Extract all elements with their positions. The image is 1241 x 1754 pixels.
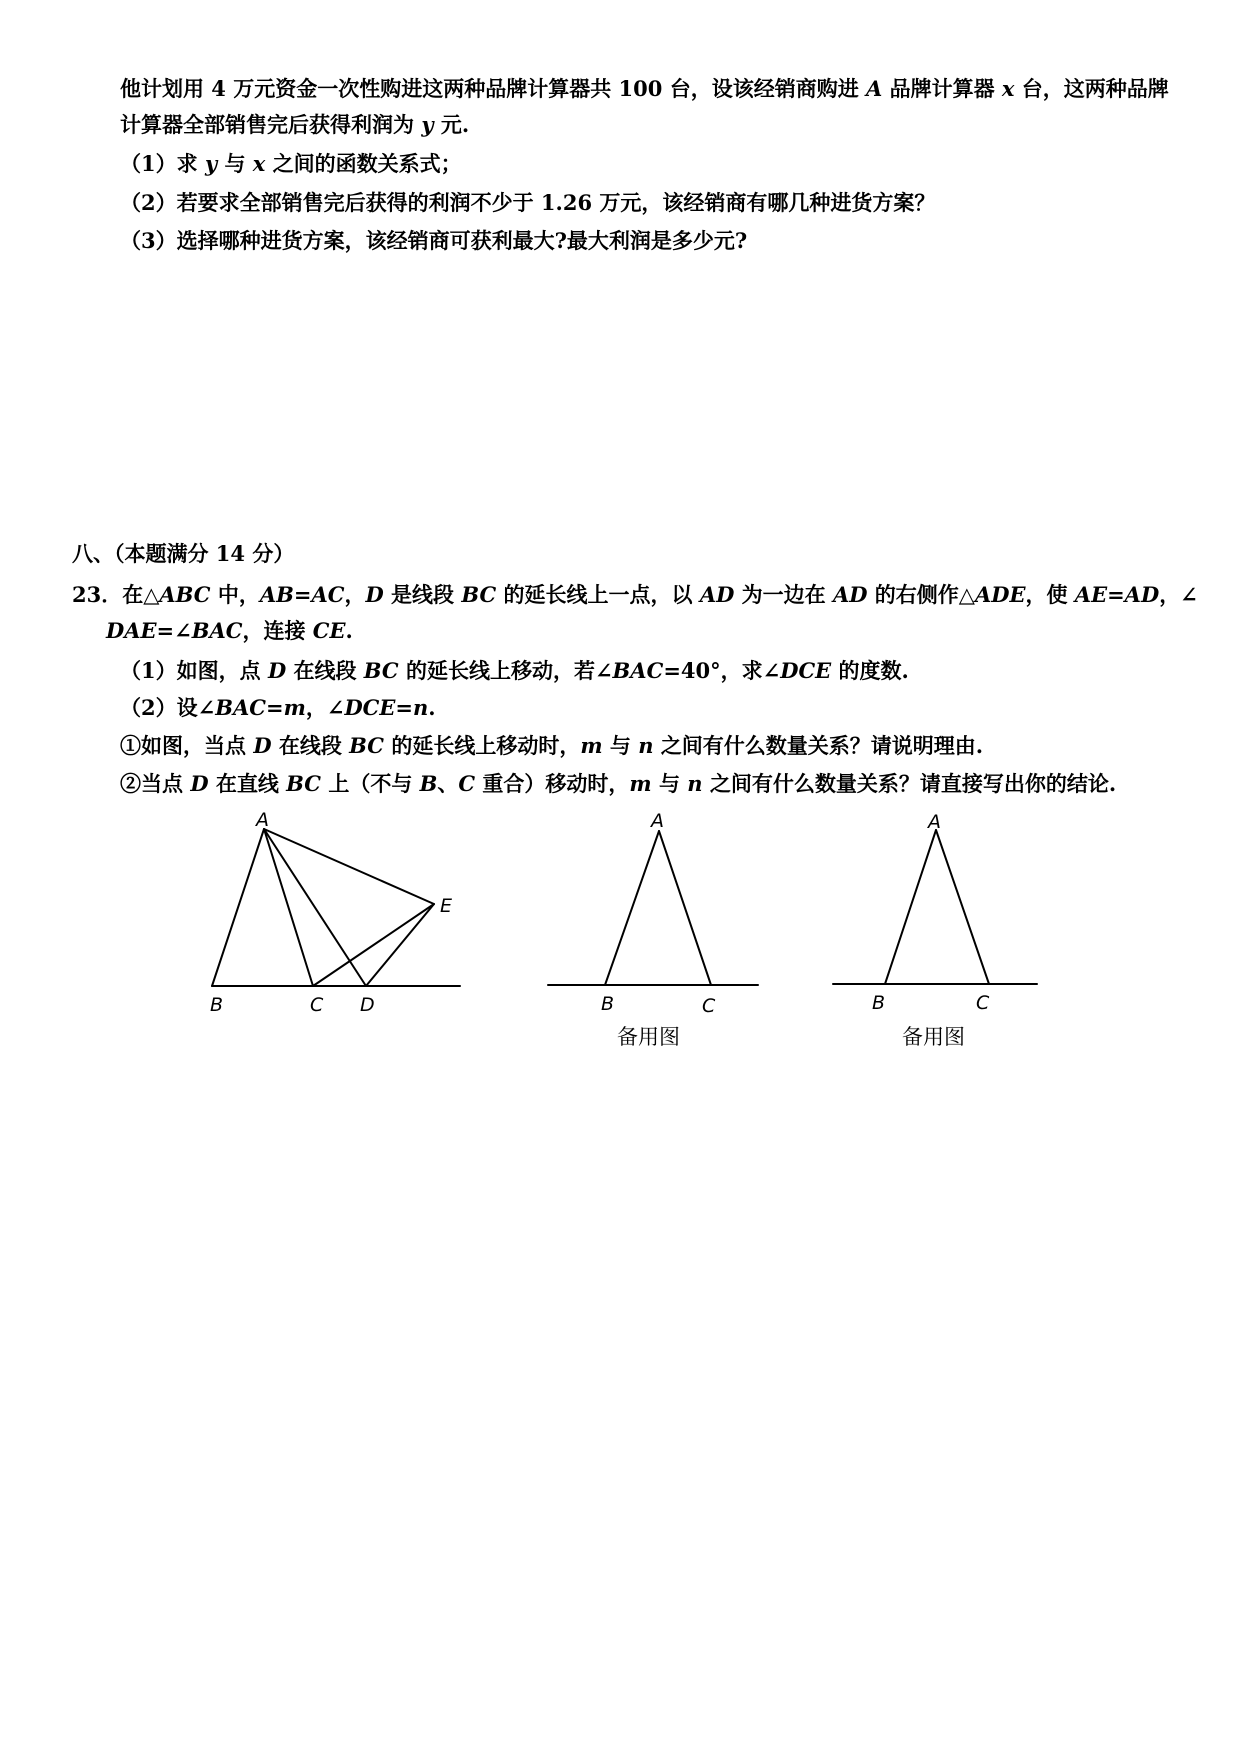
fig3-label-B: B (872, 992, 886, 1014)
fig2-label-B: B (601, 993, 615, 1015)
text-segment: （1）求 (120, 151, 205, 176)
problem23-question-2-part-2 (120, 773, 1116, 794)
text-segment: 与 (651, 771, 688, 796)
math-symbol: m (629, 771, 652, 796)
math-symbol: x (252, 151, 266, 176)
text-segment: 中， (210, 582, 260, 607)
math-symbol: BAC (612, 658, 664, 683)
text-segment: 计算器全部销售完后获得利润为 (120, 112, 422, 137)
text-segment: 上（不与 (321, 771, 420, 796)
fig3-label-A: A (928, 811, 941, 833)
math-symbol: D (253, 733, 272, 758)
math-symbol: DAE (106, 618, 157, 643)
fig1-label-D: D (360, 994, 375, 1016)
math-symbol: BC (363, 658, 399, 683)
text-segment: 重合）移动时， (475, 771, 630, 796)
text-segment: =∠ (156, 618, 192, 643)
problem22-text-line1 (120, 78, 1169, 99)
math-symbol: x (1001, 76, 1015, 101)
math-symbol: y (421, 112, 434, 137)
text-segment: =40°，求∠ (663, 658, 781, 683)
math-symbol: D (190, 771, 209, 796)
math-symbol: n (412, 695, 429, 720)
text-segment: 之间有什么数量关系？请说明理由. (653, 733, 984, 758)
fig1-segment-AD (264, 829, 366, 986)
fig1-segment-AE (264, 829, 434, 904)
problem22-question-3 (120, 230, 747, 251)
math-symbol: y (204, 151, 218, 176)
text-segment: （3）选择哪种进货方案，该经销商可获利最大?最大利润是多少元? (120, 228, 748, 253)
math-symbol: DCE (344, 695, 396, 720)
text-segment: ，∠ (305, 695, 345, 720)
fig3-caption: 备用图 (902, 1025, 965, 1049)
problem23-question-1 (120, 660, 909, 681)
text-segment: 他计划用 4 万元资金一次性购进这两种品牌计算器共 100 台，设该经销商购进 (120, 76, 866, 101)
figure-2-spare (548, 831, 758, 985)
text-segment: 在线段 (286, 658, 364, 683)
problem23-text-line2 (106, 620, 353, 641)
fig1-label-C: C (310, 994, 324, 1016)
fig3-segment-AB (885, 830, 936, 984)
text-segment: 在直线 (208, 771, 287, 796)
math-symbol: n (687, 771, 703, 796)
math-symbol: CE (312, 618, 346, 643)
problem23-question-2-part-1 (120, 735, 983, 756)
figure-3-spare (833, 830, 1037, 984)
problem23-question-2 (120, 697, 436, 718)
math-symbol: AB=AC (259, 582, 345, 607)
math-symbol: BC (286, 771, 322, 796)
math-symbol: BAC (215, 695, 266, 720)
math-symbol: D (267, 658, 287, 683)
fig2-segment-AC (659, 831, 711, 985)
text-segment: 、 (437, 771, 459, 796)
text-segment: 为一边在 (734, 582, 833, 607)
fig1-segment-AC (264, 829, 313, 986)
text-segment: . (428, 695, 436, 720)
math-symbol: ADE (974, 582, 1026, 607)
problem22-text-line2 (120, 114, 469, 135)
math-symbol: BAC (191, 618, 243, 643)
math-symbol: AD (699, 582, 735, 607)
problem23-text-line1 (72, 584, 1198, 605)
math-symbol: BC (349, 733, 385, 758)
text-segment: ①如图，当点 (120, 733, 254, 758)
fig1-segment-CE (313, 904, 434, 986)
text-segment: 台，这两种品牌 (1014, 76, 1169, 101)
text-segment: 是线段 (383, 582, 462, 607)
fig1-segment-AB (212, 829, 264, 986)
text-segment: 在线段 (271, 733, 350, 758)
text-segment: ，使 (1025, 582, 1075, 607)
math-symbol: A (866, 76, 883, 101)
math-symbol: AD (832, 582, 868, 607)
math-symbol: DCE (780, 658, 832, 683)
text-segment: （2）若要求全部销售完后获得的利润不少于 1.26 万元，该经销商有哪几种进货方案？ (120, 190, 936, 215)
math-symbol: B (419, 771, 438, 796)
fig2-segment-AB (605, 831, 659, 985)
text-segment: 的延长线上移动时， (384, 733, 581, 758)
text-segment: 的延长线上移动，若∠ (398, 658, 613, 683)
fig3-segment-AC (936, 830, 989, 984)
text-segment: = (265, 695, 284, 720)
text-segment: 之间有什么数量关系？请直接写出你的结论. (702, 771, 1117, 796)
text-segment: （1）如图，点 (120, 658, 268, 683)
problem22-question-1 (120, 153, 462, 174)
math-symbol: ABC (159, 582, 211, 607)
math-symbol: D (365, 582, 384, 607)
math-symbol: m (283, 695, 306, 720)
fig1-label-A: A (256, 809, 269, 831)
text-segment: 与 (602, 733, 639, 758)
fig1-label-B: B (210, 994, 224, 1016)
text-segment: 元. (433, 112, 470, 137)
text-segment: 的右侧作△ (867, 582, 975, 607)
math-symbol: m (580, 733, 603, 758)
fig1-label-E: E (440, 895, 453, 917)
fig1-segment-DE (366, 904, 434, 986)
math-symbol: BC (461, 582, 497, 607)
text-segment: = (395, 695, 413, 720)
math-symbol: n (638, 733, 654, 758)
text-segment: ，∠ (1159, 582, 1198, 607)
figure-1-main (212, 829, 460, 986)
fig3-label-C: C (976, 992, 990, 1014)
text-segment: 之间的函数关系式； (265, 151, 462, 176)
text-segment: 23．在△ (72, 582, 160, 607)
fig2-label-A: A (651, 810, 664, 832)
section-heading: 八、（本题满分 14 分） (72, 541, 295, 566)
fig2-caption: 备用图 (617, 1025, 680, 1049)
math-symbol: C (458, 771, 476, 796)
text-segment: ②当点 (120, 771, 191, 796)
text-segment: 的延长线上一点，以 (496, 582, 700, 607)
problem22-question-2 (120, 192, 935, 213)
fig2-label-C: C (702, 995, 716, 1017)
math-symbol: AE=AD (1074, 582, 1160, 607)
text-segment: ， (344, 582, 366, 607)
text-segment: . (345, 618, 353, 643)
text-segment: 品牌计算器 (882, 76, 1002, 101)
text-segment: 与 (217, 151, 253, 176)
text-segment: （2）设∠ (120, 695, 216, 720)
text-segment: ，连接 (242, 618, 313, 643)
text-segment: 的度数. (831, 658, 909, 683)
